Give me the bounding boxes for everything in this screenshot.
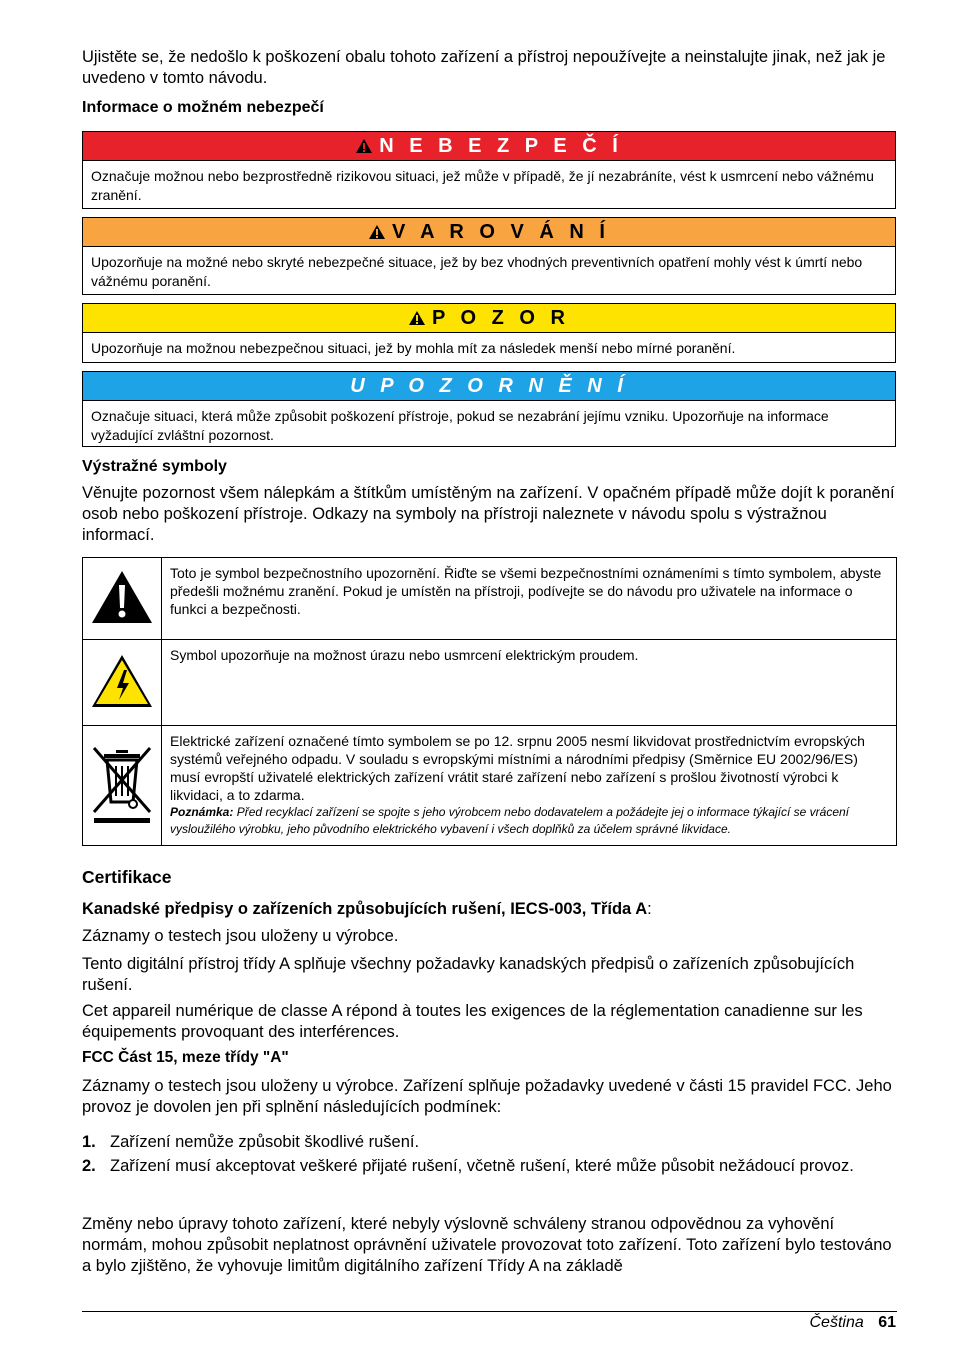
notice-title: U P O Z O R N Ě N Í xyxy=(350,374,628,397)
note-text: Před recyklací zařízení se spojte s jeho výrobcem nebo dodavatelem a požádejte jej o informace týkající se vrácení vysloužilého výrobku, jeho původního elektrického vybavení i všech doplňků za účelem správné likvidace. xyxy=(170,805,850,836)
canada-paragraph-3: Cet appareil numérique de classe A répond à toutes les exigences de la réglementation canadienne sur les équipements provoquant des interférences. xyxy=(82,1002,863,1041)
list-item xyxy=(82,1132,896,1153)
canada-heading-text: Kanadské předpisy o zařízeních způsobujících rušení, IECS-003, Třída A xyxy=(82,900,648,918)
list-text: Zařízení musí akceptovat veškeré přijaté rušení, včetně rušení, které může působit nežádoucí provoz. xyxy=(110,1157,854,1175)
canada-paragraph-1: Záznamy o testech jsou uloženy u výrobce. xyxy=(82,927,399,945)
symbol-text: Elektrické zařízení označené tímto symbolem se po 12. srpnu 2005 nesmí likvidovat prostřednictvím evropských systémů veřejného odpadu. V souladu s evropskými místními a národními předpisy (Směrnice EU 2002/96/ES) musí evropští uživatelé elektrických zařízení vrátit staré zařízení nebo zařízení s prošlou životností výrobci k likvidaci, a to zdarma. xyxy=(170,733,865,803)
danger-header xyxy=(83,132,895,161)
caution-text: Upozorňuje na možnou nebezpečnou situaci, jež by mohla mít za následek menší nebo mírné poranění. xyxy=(91,340,736,356)
symbol-icon-cell xyxy=(83,640,162,726)
notice-text: Označuje situaci, která může způsobit poškození přístroje, pokud se nezabrání jejímu vzniku. Upozorňuje na informace vyžadující zvláštní pozornost. xyxy=(91,408,829,443)
symbol-text-cell xyxy=(162,726,897,846)
symbol-row xyxy=(83,726,897,846)
caution-box xyxy=(82,303,896,363)
danger-title: N E B E Z P E Č Í xyxy=(379,134,623,157)
symbol-text: Symbol upozorňuje na možnost úrazu nebo usmrcení elektrickým proudem. xyxy=(162,640,897,726)
list-item xyxy=(82,1156,896,1177)
footer xyxy=(810,1313,897,1333)
notice-box xyxy=(82,371,896,447)
page-number: 61 xyxy=(878,1314,896,1331)
fcc-paragraph-1: Záznamy o testech jsou uloženy u výrobce. Zařízení splňuje požadavky uvedené v části 15 pravidel FCC. Jeho provoz je dovolen jen při splnění následujících podmínek: xyxy=(82,1077,892,1116)
symbol-row xyxy=(83,640,897,726)
fcc-paragraph-2: Změny nebo úpravy tohoto zařízení, které nebyly výslovně schváleny stranou odpovědnou za vyhovění normám, mohou způsobit neplatnost oprávnění uživatele provozovat toto zařízení. Toto zařízení bylo testováno a bylo zjištěno, že vyhovuje limitům digitálního zařízení Třídy A na základě xyxy=(82,1215,892,1275)
footer-language: Čeština xyxy=(809,1314,864,1331)
fcc-heading: FCC Část 15, meze třídy "A" xyxy=(82,1049,289,1066)
warning-title: V A R O V Á N Í xyxy=(392,220,610,243)
symbols-table xyxy=(82,557,897,846)
caution-title: P O Z O R xyxy=(432,306,570,329)
note-label: Poznámka: xyxy=(170,805,234,819)
footer-divider xyxy=(82,1311,897,1312)
list-text: Zařízení nemůže způsobit škodlivé rušení. xyxy=(110,1133,420,1151)
canada-heading-colon: : xyxy=(647,900,652,918)
symbol-text: Toto je symbol bezpečnostního upozornění. Řiďte se všemi bezpečnostními oznámeními s tímto symbolem, abyste předešli možnému zranění. Pokud je umístěn na přístroji, podívejte se do návodu pro uživatele na informace o funkci a bezpečnosti. xyxy=(162,558,897,640)
intro-paragraph: Ujistěte se, že nedošlo k poškození obalu tohoto zařízení a přístroj nepoužívejte a neinstalujte jinak, než jak je uvedeno v tomto návodu. xyxy=(82,48,886,87)
warning-triangle-icon xyxy=(368,224,386,240)
notice-header xyxy=(83,372,895,401)
list-number: 2. xyxy=(82,1157,96,1175)
danger-box xyxy=(82,131,896,209)
danger-text: Označuje možnou nebo bezprostředně rizikovou situaci, jež může v případě, že jí nezabráníte, vést k usmrcení nebo vážnému zranění. xyxy=(91,168,874,203)
warning-text: Upozorňuje na možné nebo skryté nebezpečné situace, jež by bez vhodných preventivních opatření mohly vést k úmrtí nebo vážnému poranění. xyxy=(91,254,863,289)
warning-symbols-heading: Výstražné symboly xyxy=(82,458,227,475)
fcc-conditions-list xyxy=(82,1132,896,1180)
caution-header xyxy=(83,304,895,333)
crossed-bin-icon xyxy=(90,742,154,826)
warning-triangle-icon xyxy=(90,568,154,626)
symbol-icon-cell xyxy=(83,726,162,846)
hazard-info-heading: Informace o možném nebezpečí xyxy=(82,99,324,116)
certification-heading: Certifikace xyxy=(82,867,172,887)
canada-heading xyxy=(82,899,896,920)
warning-header xyxy=(83,218,895,247)
electric-shock-icon xyxy=(90,652,154,710)
symbol-row xyxy=(83,558,897,640)
symbol-note xyxy=(170,804,888,838)
caution-triangle-icon xyxy=(408,310,426,326)
symbol-icon-cell xyxy=(83,558,162,640)
canada-paragraph-2: Tento digitální přístroj třídy A splňuje všechny požadavky kanadských předpisů o zařízeních způsobujících rušení. xyxy=(82,955,855,994)
danger-triangle-icon xyxy=(355,138,373,154)
warning-box xyxy=(82,217,896,295)
list-number: 1. xyxy=(82,1133,96,1151)
warning-symbols-intro: Věnujte pozornost všem nálepkám a štítkům umístěným na zařízení. V opačném případě může dojít k poranění osob nebo poškození přístroje. Odkazy na symboly na přístroji naleznete v návodu spolu s výstražnou informací. xyxy=(82,484,895,544)
